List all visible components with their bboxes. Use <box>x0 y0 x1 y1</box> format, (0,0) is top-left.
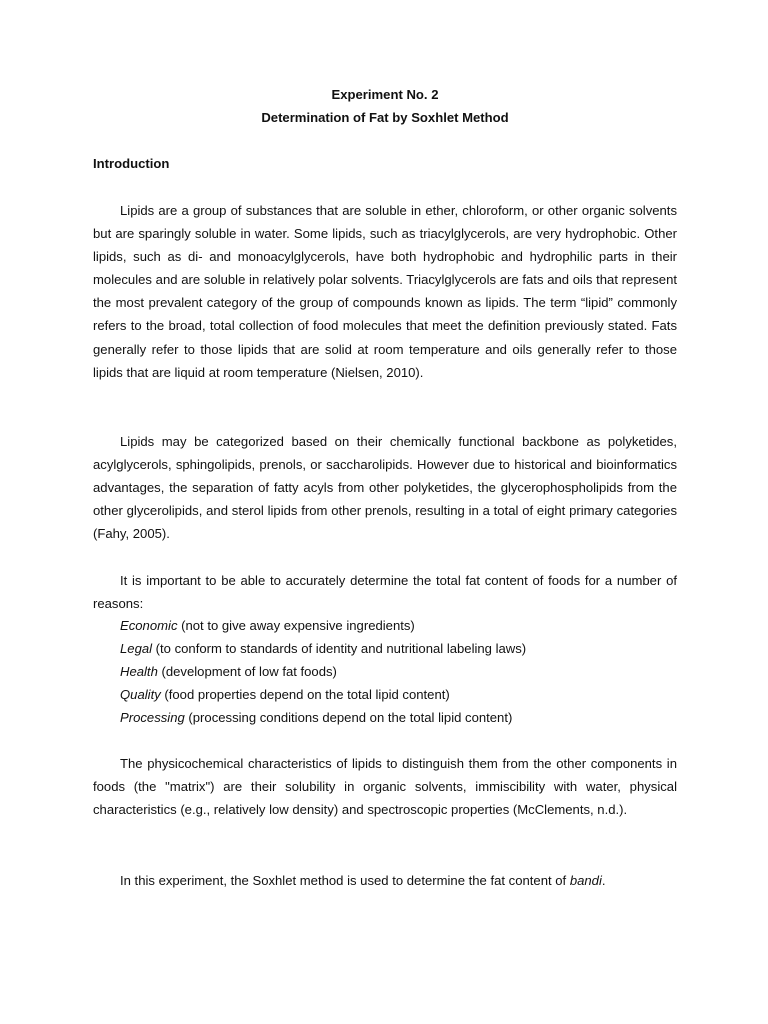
document-subtitle: Determination of Fat by Soxhlet Method <box>261 110 509 125</box>
reason-term: Legal <box>120 641 153 657</box>
paragraph-text: In this experiment, the Soxhlet method is used to determine the fat content of <box>120 873 570 888</box>
reason-detail: (processing conditions depend on the total lipid content) <box>184 710 513 726</box>
paragraph-physicochemical: The physicochemical characteristics of lipids to distinguish them from the other components in foods (the "matrix") are their solubility in organic solvents, immiscibility with water, physical characteristics (e.g., relatively low density) and spectroscopic properties (McClements, n.d.). <box>93 756 677 818</box>
list-item <box>120 614 677 637</box>
list-item <box>120 637 677 660</box>
list-item <box>120 706 677 729</box>
list-item <box>120 683 677 706</box>
paragraph-experiment-purpose <box>93 869 677 892</box>
sample-name: bandi <box>569 873 602 888</box>
reason-term: Processing <box>120 710 185 726</box>
list-item <box>120 660 677 683</box>
paragraph-lipid-categories: Lipids may be categorized based on their chemically functional backbone as polyketides, acylglycerols, sphingolipids, prenols, or saccharolipids. However due to historical and bioinformatics advantages, the separation of fatty acyls from other polyketides, the glycerophospholipids from the other glycerolipids, and sterol lipids from other prenols, resulting in a total of eight primary categories (Fahy, 2005). <box>93 434 677 542</box>
section-heading-introduction: Introduction <box>93 156 170 171</box>
document-title: Experiment No. 2 <box>331 87 439 102</box>
reason-detail: (development of low fat foods) <box>157 664 337 680</box>
paragraph-lipids-definition: Lipids are a group of substances that are soluble in ether, chloroform, or other organic solvents but are sparingly soluble in water. Some lipids, such as triacylglycerols, are very hydrophobic. Other lipids, such as di- and monoacylglycerols, have both hydrophobic and hydrophilic parts in their molecules and are soluble in relatively polar solvents. Triacylglycerols are fats and oils that represent the most prevalent category of the group of compounds known as lipids. The term “lipid” commonly refers to the broad, total collection of food molecules that meet the definition previously stated. Fats generally refer to those lipids that are solid at room temperature and oils generally refer to those lipids that are liquid at room temperature (Nielsen, 2010). <box>93 203 677 380</box>
reason-term: Economic <box>120 618 178 633</box>
reason-detail: (food properties depend on the total lipid content) <box>160 687 450 703</box>
paragraph-end: . <box>601 873 606 888</box>
document-page <box>93 0 677 1024</box>
reason-term: Health <box>120 664 158 680</box>
reason-term: Quality <box>120 687 161 703</box>
reasons-list <box>120 614 677 729</box>
paragraph-reasons-intro: It is important to be able to accurately determine the total fat content of foods for a number of reasons: <box>93 573 677 612</box>
reason-detail: (not to give away expensive ingredients) <box>177 618 415 633</box>
reason-detail: (to conform to standards of identity and nutritional labeling laws) <box>152 641 527 657</box>
